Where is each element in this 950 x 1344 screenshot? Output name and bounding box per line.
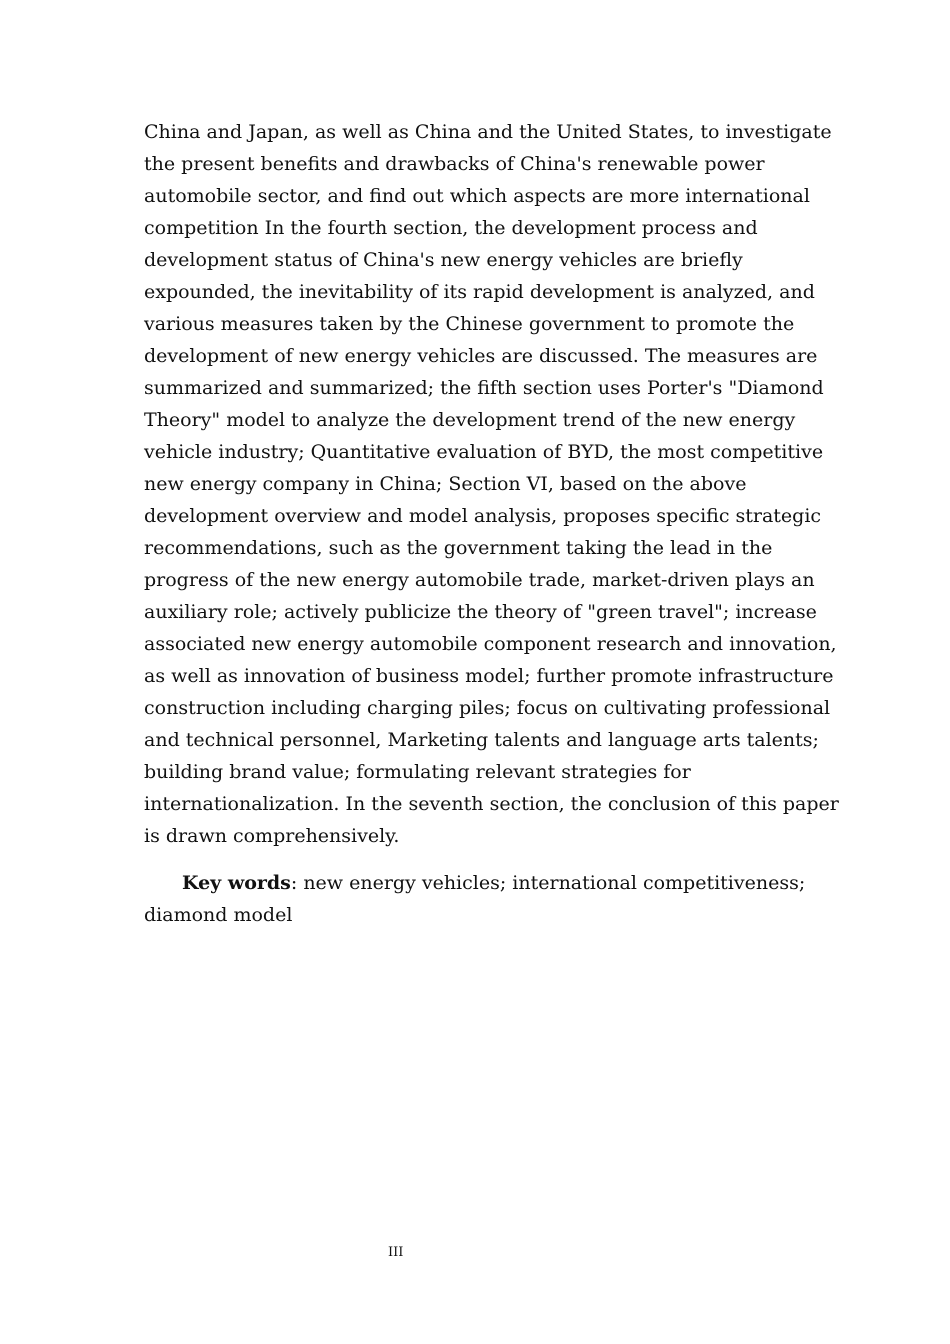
text-line: China and Japan, as well as China and the United States, to investigate (144, 121, 832, 143)
text-line: development overview and model analysis, proposes specific strategic (144, 505, 822, 527)
keywords-label: Key words (182, 872, 291, 894)
keywords-paragraph (144, 867, 808, 931)
text-line: as well as innovation of business model; further promote infrastructure (144, 665, 834, 687)
text-line: development of new energy vehicles are discussed. The measures are (144, 345, 818, 367)
text-line: internationalization. In the seventh section, the conclusion of this paper (144, 793, 839, 815)
text-line: building brand value; formulating relevant strategies for (144, 761, 691, 783)
keywords-text: : new energy vehicles; international competitiveness; (290, 872, 806, 894)
text-line: various measures taken by the Chinese government to promote the (144, 313, 795, 335)
text-line: construction including charging piles; focus on cultivating professional (144, 697, 831, 719)
text-line: expounded, the inevitability of its rapid development is analyzed, and (144, 281, 815, 303)
page-content (144, 116, 839, 931)
text-line: and technical personnel, Marketing talents and language arts talents; (144, 729, 819, 751)
text-line: Theory" model to analyze the development trend of the new energy (144, 409, 796, 431)
text-line: vehicle industry; Quantitative evaluation of BYD, the most competitive (144, 441, 824, 463)
keywords-line (144, 867, 808, 899)
text-line: development status of China's new energy vehicles are briefly (144, 249, 743, 271)
abstract-paragraph (144, 116, 839, 852)
text-line: is drawn comprehensively. (144, 825, 400, 847)
text-line: the present benefits and drawbacks of China's renewable power (144, 153, 765, 175)
text-line: recommendations, such as the government taking the lead in the (144, 537, 773, 559)
text-line: auxiliary role; actively publicize the theory of "green travel"; increase (144, 601, 817, 623)
text-line: progress of the new energy automobile trade, market-driven plays an (144, 569, 815, 591)
page-number: III (388, 1245, 404, 1260)
text-line: automobile sector, and find out which aspects are more international (144, 185, 810, 207)
keywords-line-continued: diamond model (144, 904, 293, 926)
text-line: summarized and summarized; the fifth section uses Porter's "Diamond (144, 377, 824, 399)
text-line: new energy company in China; Section VI, based on the above (144, 473, 747, 495)
text-line: competition In the fourth section, the development process and (144, 217, 758, 239)
text-line: associated new energy automobile component research and innovation, (144, 633, 837, 655)
